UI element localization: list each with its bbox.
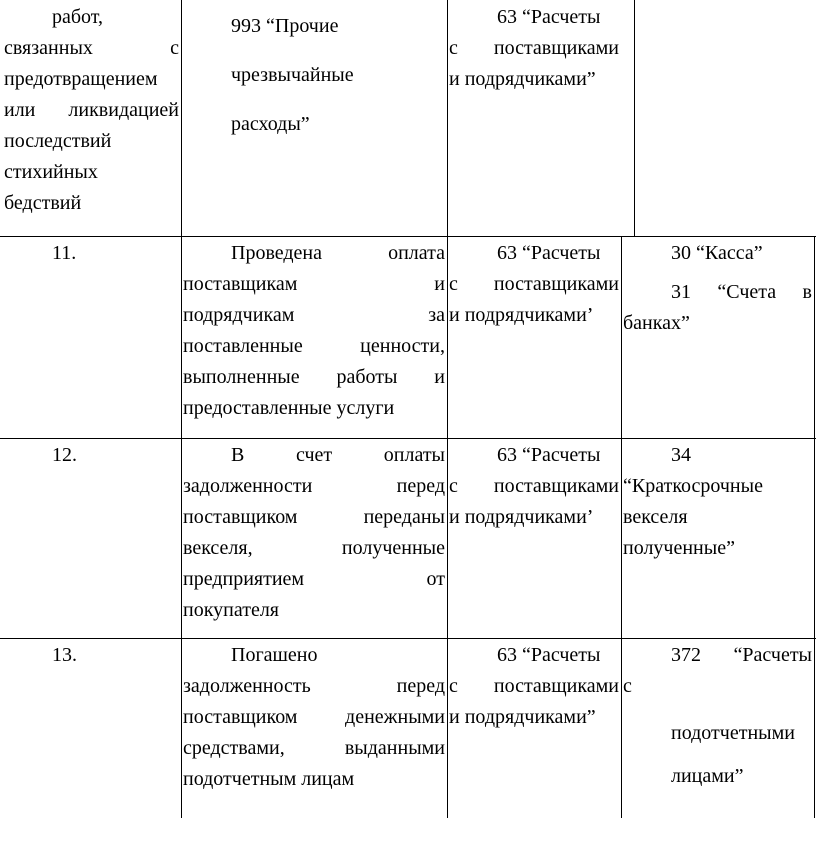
text-line: предоставленные услуги <box>183 397 395 419</box>
text-line: покупателя <box>183 599 279 621</box>
text-line: и подрядчиками” <box>449 68 596 90</box>
text-line: “Краткосрочные <box>623 475 763 497</box>
column-divider <box>814 236 815 818</box>
text-line: с <box>623 675 632 697</box>
text-line: работ, <box>52 6 104 28</box>
text-line: подотчетным лицам <box>183 768 355 790</box>
text-line: с поставщиками <box>449 675 619 697</box>
text-line: векселя, полученные <box>183 537 445 559</box>
text-line: 31 “Счета в <box>671 281 812 303</box>
row-0-credit <box>449 2 619 95</box>
text-line: с поставщиками <box>449 273 619 295</box>
text-line: 63 “Расчеты <box>497 6 601 28</box>
text-line: поставщиком денежными <box>183 706 445 728</box>
row-11-credit <box>623 238 812 339</box>
text-line: с поставщиками <box>449 37 619 59</box>
text-line: 372 “Расчеты <box>671 644 812 666</box>
text-line: чрезвычайные <box>231 64 354 86</box>
text-line: подрядчикам за <box>183 304 445 326</box>
row-11-debit <box>449 238 619 331</box>
text-line: поставленные ценности, <box>183 335 445 357</box>
text-line: последствий <box>4 130 112 152</box>
text-line: 63 “Расчеты <box>497 242 601 264</box>
text-line: 993 “Прочие <box>231 15 339 37</box>
text-line: расходы” <box>231 113 310 135</box>
row-12-credit <box>623 440 812 564</box>
text-line: полученные” <box>623 537 735 559</box>
column-divider <box>621 236 622 818</box>
text-line: предприятием от <box>183 568 445 590</box>
text-line: выполненные работы и <box>183 366 445 388</box>
row-divider <box>0 638 816 639</box>
text-line: или ликвидацией <box>4 99 179 121</box>
row-12-debit <box>449 440 619 533</box>
row-0-operation <box>4 2 179 219</box>
row-12-number <box>4 440 179 471</box>
column-divider <box>634 0 635 236</box>
text-line: и подрядчиками’ <box>449 304 594 326</box>
row-12-operation <box>183 440 445 626</box>
row-number: 11. <box>52 242 77 264</box>
text-line: связанных с <box>4 37 179 59</box>
text-line: и подрядчиками’ <box>449 506 594 528</box>
row-divider <box>0 236 816 237</box>
row-11-operation <box>183 238 445 424</box>
text-line: средствами, выданными <box>183 737 445 759</box>
text-line: 63 “Расчеты <box>497 644 601 666</box>
text-line: Погашено <box>231 644 318 666</box>
text-line: векселя <box>623 506 688 528</box>
row-0-debit <box>183 2 445 149</box>
text-line: стихийных <box>4 161 98 183</box>
row-13-debit <box>449 640 619 733</box>
text-line: задолженность перед <box>183 675 445 697</box>
text-line: лицами” <box>671 765 744 787</box>
text-line: банках” <box>623 312 690 334</box>
text-line: В счет оплаты <box>231 444 445 466</box>
text-line: задолженности перед <box>183 475 445 497</box>
text-line: и подрядчиками” <box>449 706 596 728</box>
row-11-number <box>4 238 179 269</box>
row-number: 13. <box>52 644 77 666</box>
text-line: подотчетными <box>671 722 795 744</box>
row-number: 12. <box>52 444 77 466</box>
row-divider <box>0 438 816 439</box>
text-line: поставщикам и <box>183 273 445 295</box>
row-13-credit <box>623 640 812 792</box>
column-divider <box>181 0 182 818</box>
text-line: 34 <box>671 444 691 466</box>
row-13-number <box>4 640 179 671</box>
row-13-operation <box>183 640 445 795</box>
text-line: с поставщиками <box>449 475 619 497</box>
text-line: 30 “Касса” <box>671 242 763 264</box>
text-line: поставщиком переданы <box>183 506 445 528</box>
text-line: 63 “Расчеты <box>497 444 601 466</box>
text-line: предотвращением <box>4 68 158 90</box>
text-line: бедствий <box>4 192 82 214</box>
column-divider <box>447 0 448 818</box>
text-line: Проведена оплата <box>231 242 445 264</box>
